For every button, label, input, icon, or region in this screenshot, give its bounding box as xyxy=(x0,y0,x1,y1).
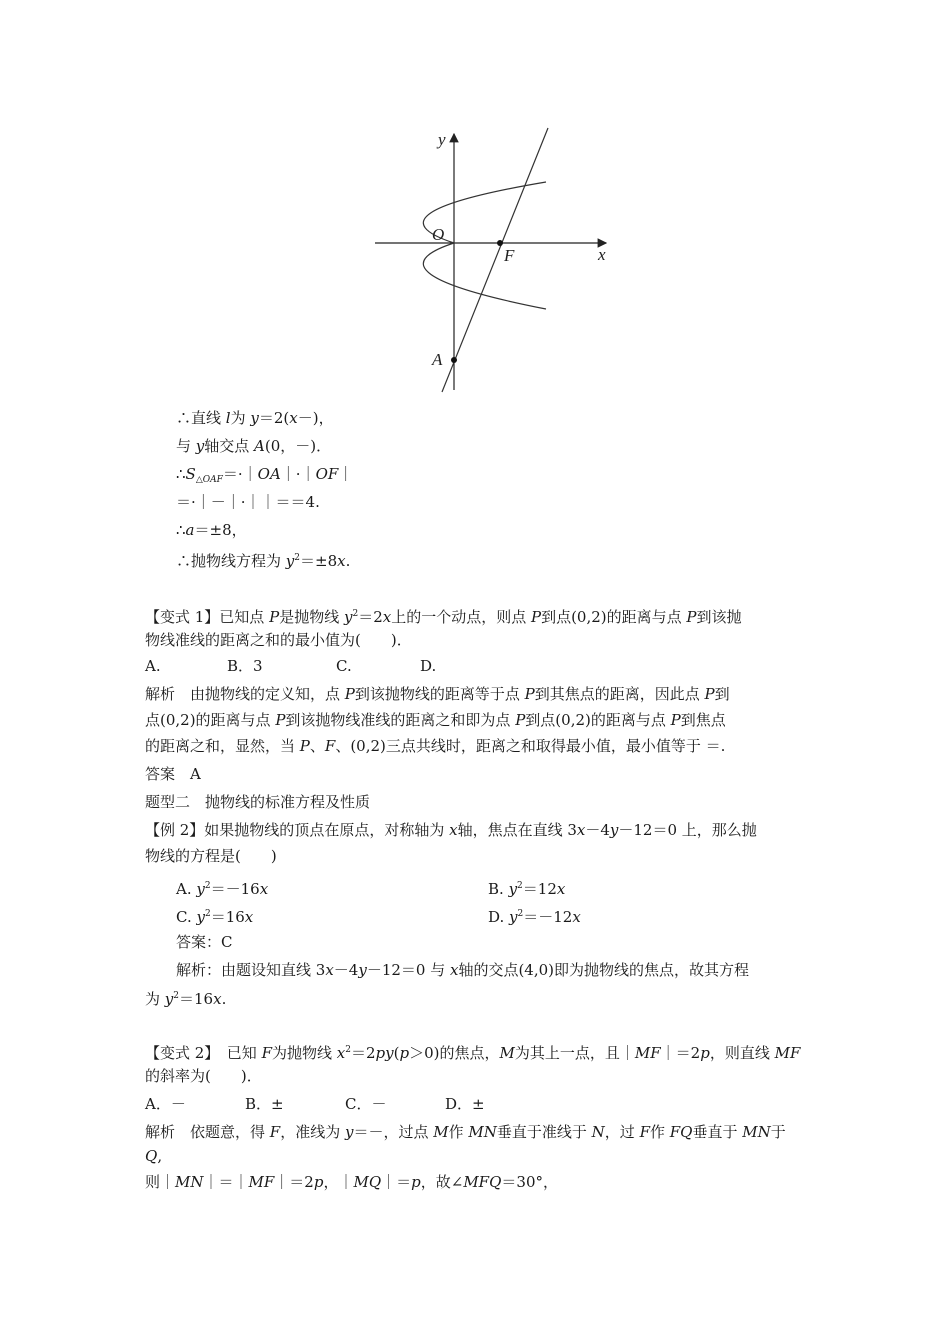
derivation-line-6 xyxy=(176,548,350,571)
variant1-solution-3 xyxy=(145,736,725,756)
text: ＝2 xyxy=(258,409,284,427)
text: 的斜率为( )． xyxy=(145,1067,262,1085)
var: P xyxy=(275,711,286,729)
var: F xyxy=(269,1123,281,1141)
label-F: F xyxy=(504,246,515,265)
text: 、 xyxy=(309,737,325,755)
variant2-option-d xyxy=(445,1094,485,1114)
label-A: A xyxy=(432,350,443,369)
var: S xyxy=(185,465,196,483)
text: 轴，焦点在直线 3 xyxy=(457,821,577,839)
text: 垂直于 xyxy=(692,1123,743,1141)
variant2-option-c xyxy=(345,1094,386,1114)
var: MF xyxy=(634,1044,661,1062)
example2-option-d xyxy=(488,904,581,927)
example2-question-2 xyxy=(145,846,277,866)
var: y xyxy=(285,552,295,570)
var: MFQ xyxy=(463,1173,502,1191)
var: y xyxy=(609,821,619,839)
var: x xyxy=(572,908,581,926)
text: ，则直线 xyxy=(709,1044,775,1062)
superscript: 2 xyxy=(517,909,524,919)
text: ，准线为 xyxy=(280,1123,345,1141)
var: x xyxy=(576,821,586,839)
var: y xyxy=(343,608,353,626)
text: ，故∠ xyxy=(420,1173,464,1191)
text: D. xyxy=(420,657,437,675)
text: ∴ xyxy=(176,465,186,483)
text: ＝12 xyxy=(522,880,557,898)
text: ｜ xyxy=(338,465,354,483)
variant2-question-2 xyxy=(145,1066,262,1086)
text: 【变式 1】已知点 xyxy=(145,608,270,626)
var: y xyxy=(164,990,174,1008)
var: y xyxy=(344,1123,354,1141)
text: 为 xyxy=(145,990,165,1008)
var: P xyxy=(299,737,310,755)
text: . xyxy=(221,990,227,1008)
label-O: O xyxy=(432,225,445,244)
var: A xyxy=(254,437,265,455)
var: a xyxy=(185,521,195,539)
text: ＞0)的焦点， xyxy=(409,1044,500,1062)
example2-solution-1 xyxy=(176,960,749,980)
var: MQ xyxy=(353,1173,382,1191)
text: 题型二 抛物线的标准方程及性质 xyxy=(145,793,371,811)
variant2-solution-2 xyxy=(145,1146,162,1166)
var: py xyxy=(375,1044,394,1062)
text: －12＝0 上，那么抛 xyxy=(618,821,757,839)
variant1-option-c xyxy=(336,656,352,676)
text: 点(0,2)的距离与点 xyxy=(145,711,276,729)
example2-option-b xyxy=(488,876,565,899)
var: y xyxy=(196,908,205,926)
point-F xyxy=(497,240,503,246)
superscript: 2 xyxy=(204,909,211,919)
text: ＝16 xyxy=(179,990,214,1008)
variant1-question-1 xyxy=(145,604,742,627)
var: P xyxy=(515,711,526,729)
text: 物线准线的距离之和的最小值为( )． xyxy=(145,631,412,649)
text: 解析 依题意，得 xyxy=(145,1123,270,1141)
example2-solution-2 xyxy=(145,986,226,1009)
text: 是抛物线 xyxy=(279,608,344,626)
text: 答案 A xyxy=(145,765,201,783)
var: P xyxy=(344,685,355,703)
var: x xyxy=(337,552,346,570)
var: x xyxy=(382,608,392,626)
text: 答案：C xyxy=(176,933,233,951)
derivation-line-3 xyxy=(176,464,353,490)
variant2-option-a xyxy=(145,1094,186,1114)
text: ，｜ xyxy=(323,1173,354,1191)
superscript: 2 xyxy=(204,881,211,891)
var: x xyxy=(449,961,459,979)
var: p xyxy=(313,1173,324,1191)
text: ，过 xyxy=(604,1123,640,1141)
text: 与 xyxy=(176,437,196,455)
var: P xyxy=(530,608,542,626)
var: x xyxy=(289,409,298,427)
text: 、(0,2)三点共线时，距离之和取得最小值，最小值等于 ＝. xyxy=(335,737,726,755)
subscript: △OAF xyxy=(195,475,223,485)
text: B．± xyxy=(245,1095,284,1113)
text: ＝±8， xyxy=(194,521,247,539)
var: x xyxy=(556,880,566,898)
text: 【例 2】如果抛物线的顶点在原点，对称轴为 xyxy=(145,821,450,839)
var: y xyxy=(508,880,518,898)
var: x xyxy=(325,961,334,979)
text: ｜＝｜ xyxy=(203,1173,249,1191)
variant1-answer xyxy=(145,764,201,784)
text: ( xyxy=(283,409,290,427)
superscript: 2 xyxy=(294,553,300,563)
var: p xyxy=(700,1044,710,1062)
text: 轴交点 xyxy=(204,437,255,455)
example2-question-1 xyxy=(145,820,757,840)
text: －4 xyxy=(585,821,610,839)
text: A. xyxy=(176,880,197,898)
variant2-option-b xyxy=(245,1094,284,1114)
var: y xyxy=(195,437,205,455)
var: N xyxy=(591,1123,605,1141)
text: C．－ xyxy=(345,1095,387,1113)
text: ＝·｜－｜·｜｜＝＝4. xyxy=(176,493,320,511)
superscript: 2 xyxy=(517,881,523,891)
var: P xyxy=(704,685,715,703)
example2-option-c xyxy=(176,904,253,927)
text: 轴的交点(4,0)即为抛物线的焦点，故其方程 xyxy=(458,961,750,979)
text: ｜＝2 xyxy=(660,1044,701,1062)
var: F xyxy=(324,737,336,755)
var: P xyxy=(524,685,535,703)
var: p xyxy=(399,1044,410,1062)
derivation-line-4 xyxy=(176,492,320,512)
text: 为其上一点，且｜ xyxy=(514,1044,635,1062)
var: MF xyxy=(248,1173,275,1191)
text: ＝－16 xyxy=(210,880,260,898)
label-y: y xyxy=(438,130,446,149)
variant2-solution-1 xyxy=(145,1122,786,1142)
var: MN xyxy=(468,1123,497,1141)
text: ＝－12 xyxy=(523,908,573,926)
var: Q xyxy=(145,1147,158,1165)
text: 作 xyxy=(448,1123,469,1141)
text: ｜＝2 xyxy=(274,1173,314,1191)
var: x xyxy=(213,990,222,1008)
var: x xyxy=(244,908,254,926)
var: p xyxy=(411,1173,421,1191)
text: 上的一个动点，则点 xyxy=(391,608,531,626)
variant1-question-2 xyxy=(145,630,412,650)
var: y xyxy=(358,961,367,979)
variant2-question-1 xyxy=(145,1040,800,1063)
text: ＝30°， xyxy=(501,1173,558,1191)
superscript: 2 xyxy=(352,609,359,619)
text: 物线的方程是( ) xyxy=(145,847,277,865)
text: ｜·｜ xyxy=(280,465,316,483)
var: y xyxy=(250,409,259,427)
var: x xyxy=(336,1044,346,1062)
text: －)， xyxy=(297,409,334,427)
var: y xyxy=(196,880,205,898)
text: 到点(0,2)的距离与点 xyxy=(541,608,687,626)
var: y xyxy=(509,908,518,926)
var: x xyxy=(449,821,458,839)
text: ＝2 xyxy=(351,1044,376,1062)
var: MN xyxy=(175,1173,204,1191)
text: ∴直线 xyxy=(176,409,226,427)
text: D．± xyxy=(445,1095,485,1113)
derivation-line-1 xyxy=(176,408,334,428)
superscript: 2 xyxy=(345,1045,351,1055)
variant1-solution-2 xyxy=(145,710,726,730)
parabola-curve xyxy=(423,182,546,309)
var: OF xyxy=(315,465,339,483)
var: M xyxy=(433,1123,449,1141)
variant1-option-b xyxy=(227,656,263,676)
text: 到点(0,2)的距离与点 xyxy=(525,711,671,729)
text: 则｜ xyxy=(145,1173,176,1191)
var: MN xyxy=(742,1123,771,1141)
variant1-solution-1 xyxy=(145,684,730,704)
superscript: 2 xyxy=(173,991,179,1001)
text: ＝2 xyxy=(358,608,383,626)
text: A．－ xyxy=(145,1095,186,1113)
text: . xyxy=(345,552,351,570)
parabola-figure xyxy=(370,120,620,400)
var: M xyxy=(499,1044,515,1062)
var: P xyxy=(686,608,697,626)
text: 到焦点 xyxy=(680,711,726,729)
text: 为 xyxy=(230,409,251,427)
text: 到该抛 xyxy=(696,608,742,626)
variant1-option-d xyxy=(420,656,436,676)
text: 到该抛物线准线的距离之和即为点 xyxy=(285,711,516,729)
point-A xyxy=(451,357,457,363)
text: (0，－)． xyxy=(264,437,332,455)
text: ＝·｜ xyxy=(222,465,258,483)
text: ＝－，过点 xyxy=(353,1123,434,1141)
text: B. xyxy=(488,880,509,898)
var: FQ xyxy=(669,1123,693,1141)
text: －12＝0 与 xyxy=(366,961,450,979)
text: ∴抛物线方程为 xyxy=(176,552,286,570)
text: C. xyxy=(336,657,352,675)
example2-answer xyxy=(176,932,232,952)
derivation-line-2 xyxy=(176,436,331,456)
parabola-graph xyxy=(370,120,620,400)
text: , xyxy=(157,1147,163,1165)
text: ｜＝ xyxy=(381,1173,412,1191)
text: 为抛物线 xyxy=(272,1044,337,1062)
text: 解析：由题设知直线 3 xyxy=(176,961,326,979)
text: ∴ xyxy=(176,521,186,539)
var: P xyxy=(269,608,280,626)
example2-option-a xyxy=(176,876,268,899)
type2-heading xyxy=(145,792,370,812)
text: ( xyxy=(393,1044,400,1062)
var: F xyxy=(261,1044,273,1062)
variant1-option-a xyxy=(145,656,161,676)
line-l xyxy=(442,128,548,392)
text: 作 xyxy=(649,1123,670,1141)
text: ＝±8 xyxy=(300,552,338,570)
text: 的距离之和，显然，当 xyxy=(145,737,300,755)
variant2-solution-3 xyxy=(145,1172,558,1192)
text: －4 xyxy=(333,961,359,979)
text: A. xyxy=(145,657,161,675)
text: 到 xyxy=(714,685,730,703)
text: 【变式 2】 已知 xyxy=(145,1044,262,1062)
text: B．3 xyxy=(227,657,263,675)
var: MF xyxy=(774,1044,801,1062)
derivation-line-5 xyxy=(176,520,247,540)
var: OA xyxy=(257,465,281,483)
text: 解析 由抛物线的定义知，点 xyxy=(145,685,345,703)
text: 到其焦点的距离，因此点 xyxy=(534,685,705,703)
var: l xyxy=(225,409,231,427)
text: 到该抛物线的距离等于点 xyxy=(354,685,525,703)
var: P xyxy=(670,711,681,729)
var: x xyxy=(259,880,269,898)
text: ＝16 xyxy=(210,908,245,926)
label-x: x xyxy=(598,245,606,264)
text: D. xyxy=(488,908,510,926)
text: 垂直于准线于 xyxy=(496,1123,592,1141)
text: 于 xyxy=(770,1123,786,1141)
text: C. xyxy=(176,908,197,926)
var: F xyxy=(639,1123,650,1141)
